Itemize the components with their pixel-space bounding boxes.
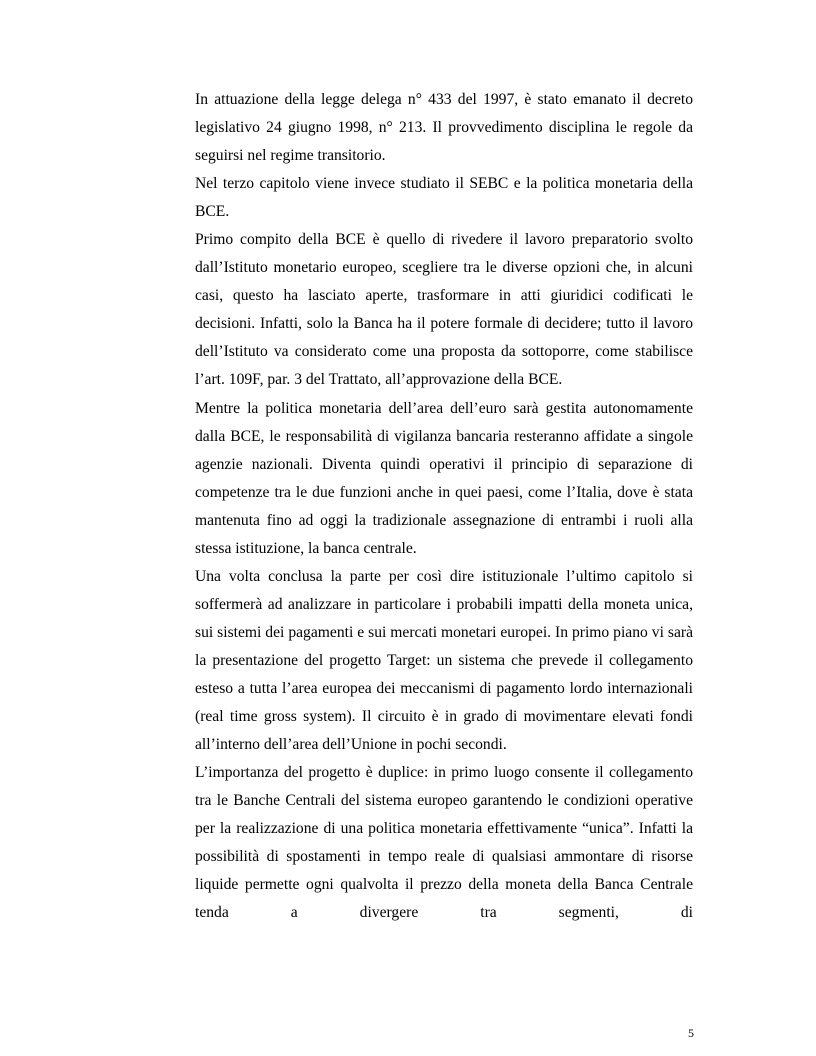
paragraph-ultimo-capitolo: Una volta conclusa la parte per così dire istituzionale l’ultimo capitolo si soffermerà ad analizzare in particolare i probabili impatti della moneta unica, sui sistemi dei pagamenti e sui mercati monetari europei. In primo piano vi sarà la presentazione del progetto Target: un sistema che prevede il collegamento esteso a tutta l’area europea dei meccanismi di pagamento lordo internazionali (real time gross system). Il circuito è in grado di movimentare elevati fondi all’interno dell’area dell’Unione in pochi secondi. [195, 567, 693, 754]
body-text [195, 86, 693, 927]
paragraph-decreto-legislativo: In attuazione della legge delega n° 433 del 1997, è stato emanato il decreto legislativo 24 giugno 1998, n° 213. Il provvedimento disciplina le regole da seguirsi nel regime transitorio. [195, 91, 693, 165]
paragraph-compito-bce: Primo compito della BCE è quello di rivedere il lavoro preparatorio svolto dall’Istituto monetario europeo, scegliere tra le diverse opzioni che, in alcuni casi, questo ha lasciato aperte, trasformare in atti giuridici codificati le decisioni. Infatti, solo la Banca ha il potere formale di decidere; tutto il lavoro dell’Istituto va considerato come una proposta da sottoporre, come stabilisce l’art. 109F, par. 3 del Trattato, all’approvazione della BCE. [195, 231, 693, 389]
paragraph-politica-monetaria: Mentre la politica monetaria dell’area dell’euro sarà gestita autonomamente dalla BCE, le responsabilità di vigilanza bancaria resteranno affidate a singole agenzie nazionali. Diventa quindi operativi il principio di separazione di competenze tra le due funzioni anche in quei paesi, come l’Italia, dove è stata mantenuta fino ad oggi la tradizionale assegnazione di entrambi i ruoli alla stessa istituzione, la banca centrale. [195, 399, 693, 557]
paragraph-terzo-capitolo: Nel terzo capitolo viene invece studiato il SEBC e la politica monetaria della BCE. [195, 175, 693, 221]
page-number: 5 [688, 1026, 694, 1040]
paragraph-importanza-progetto: L’importanza del progetto è duplice: in primo luogo consente il collegamento tra le Banche Centrali del sistema europeo garantendo le condizioni operative per la realizzazione di una politica monetaria effettivamente “unica”. Infatti la possibilità di spostamenti in tempo reale di qualsiasi ammontare di risorse liquide permette ogni qualvolta il prezzo della moneta della Banca Centrale tenda a divergere tra segmenti, di [195, 764, 693, 922]
